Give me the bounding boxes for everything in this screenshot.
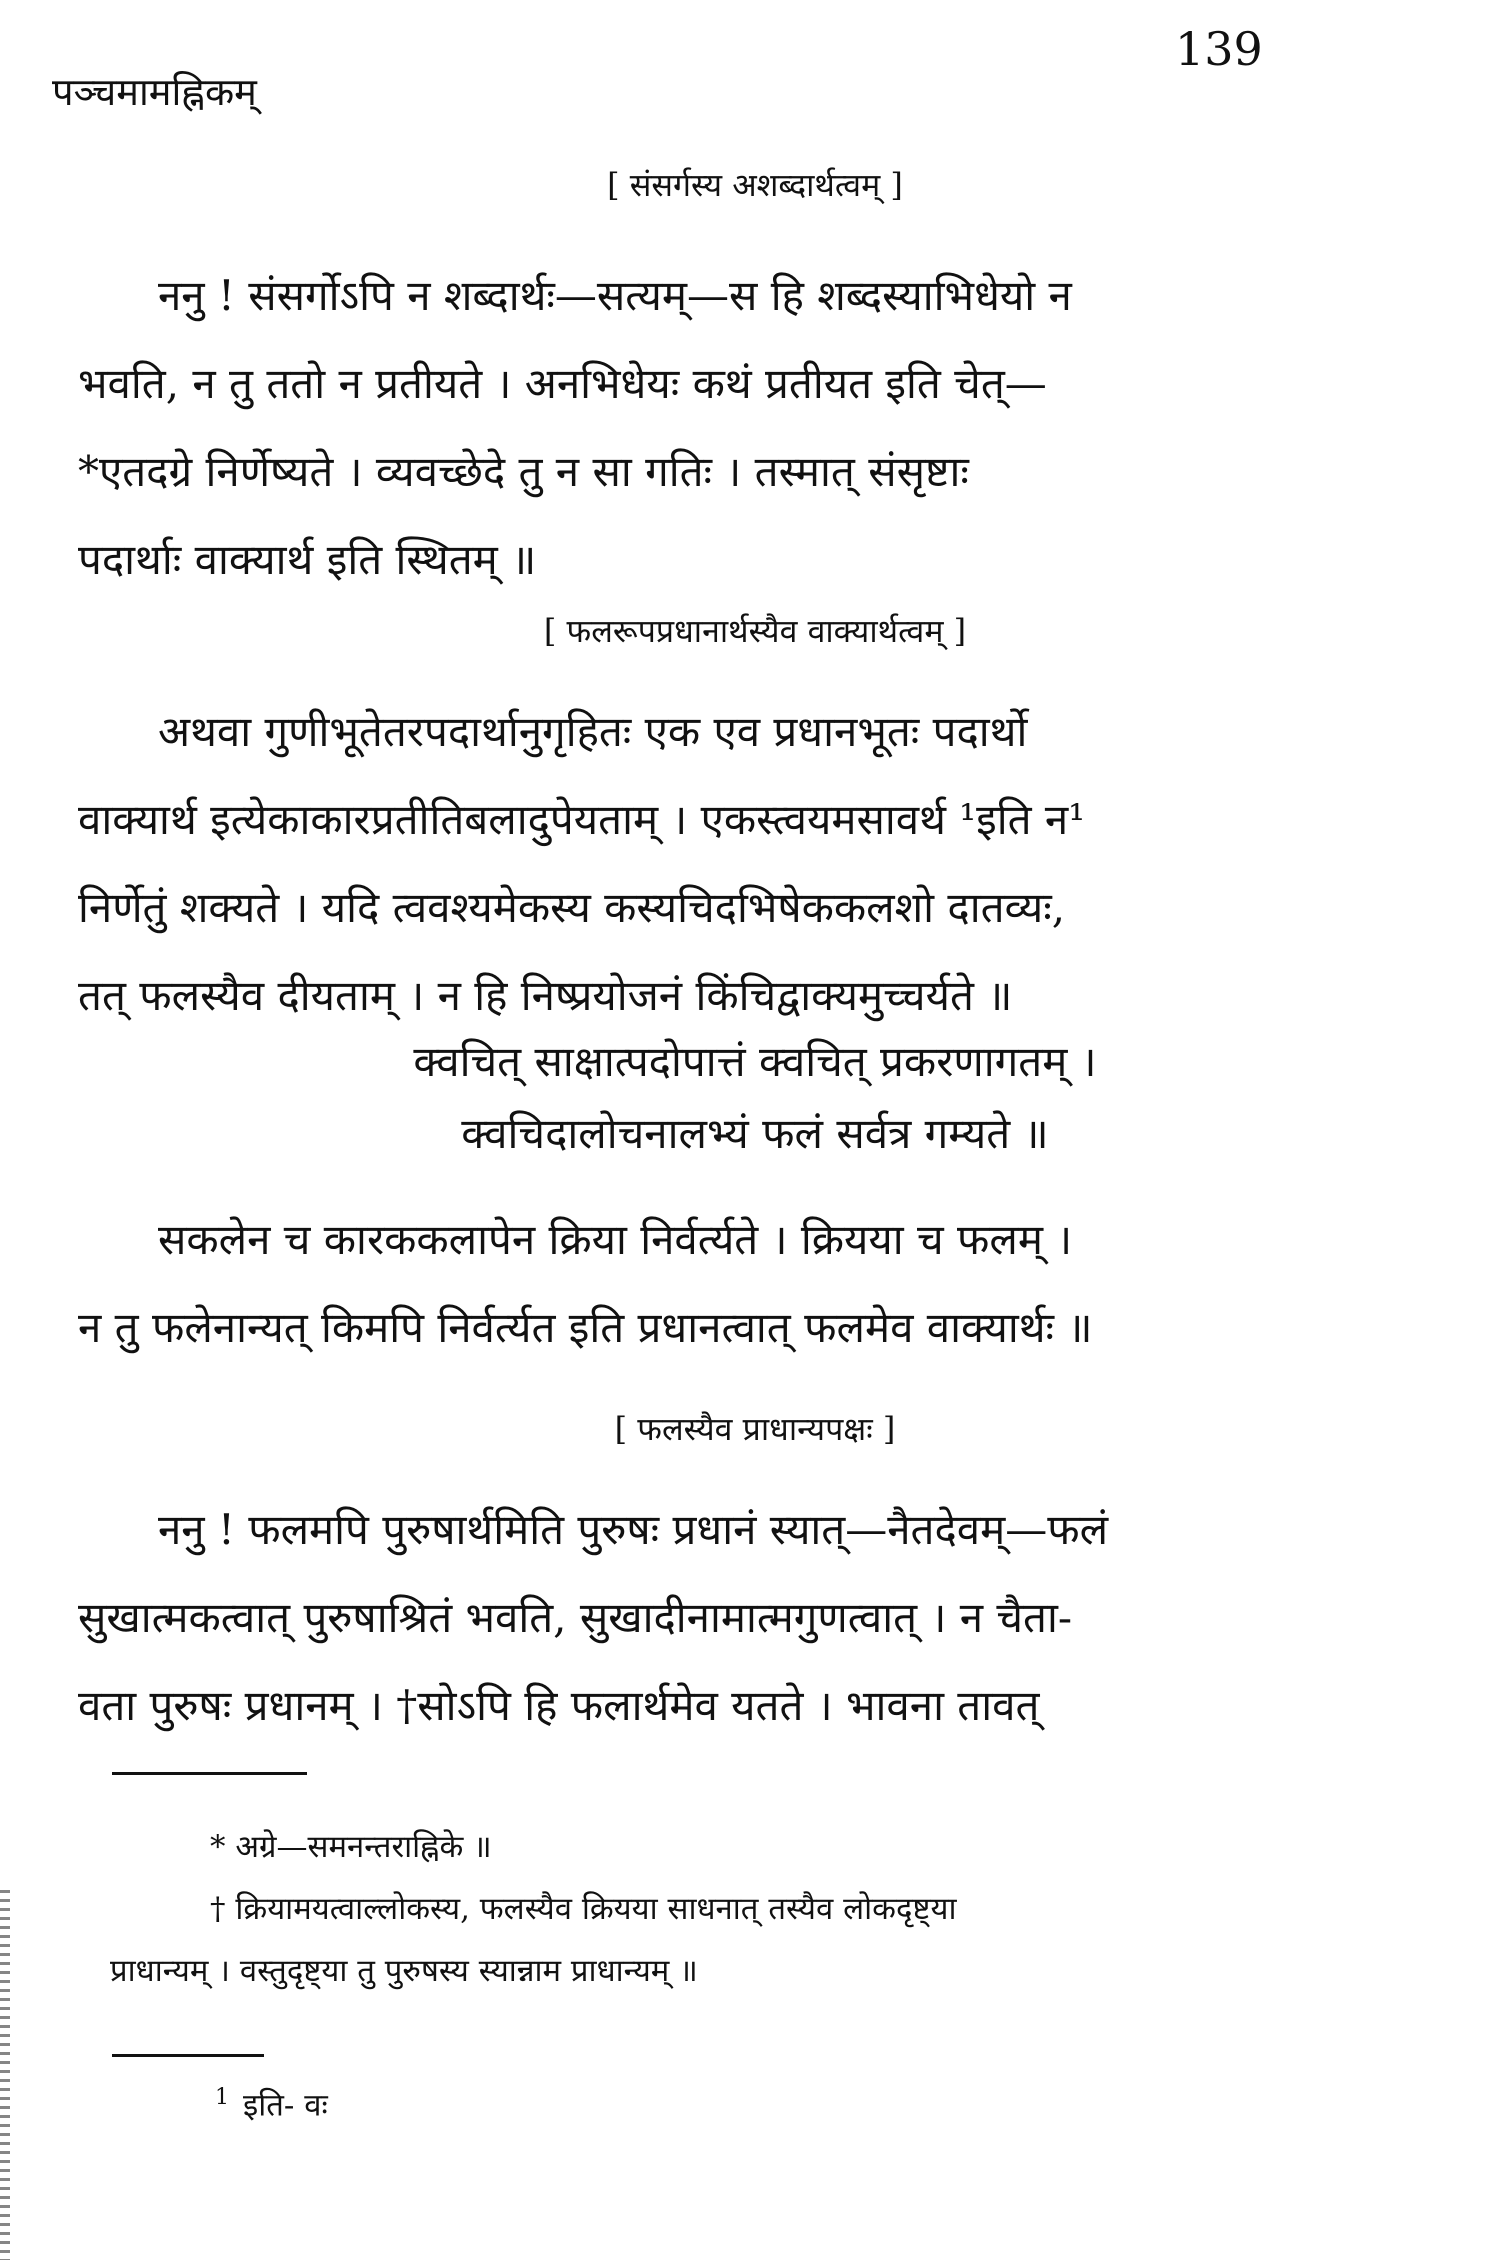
scan-edge-noise — [0, 1890, 10, 2260]
paragraph-line: अथवा गुणीभूतेतरपदार्थानुगृहितः एक एव प्रधानभूतः पदार्थो — [158, 707, 1028, 756]
variant-text: इति- वः — [243, 2087, 328, 2124]
verse-line: क्वचिदालोचनालभ्यं फलं सर्वत्र गम्यते ॥ — [461, 1109, 1049, 1158]
paragraph-line: तत् फलस्यैव दीयताम् । न हि निष्प्रयोजनं किंचिद्वाक्यमुच्चर्यते ॥ — [78, 971, 1013, 1020]
paragraph-1 — [78, 252, 1308, 604]
footnote-line: * अग्रे—समनन्तराह्निके ॥ — [210, 1829, 492, 1865]
page-number: 139 — [1175, 22, 1263, 76]
paragraph-line: भवति, न तु ततो न प्रतीयते । अनभिधेयः कथं प्रतीयत इति चेत्— — [78, 359, 1047, 408]
paragraph-line: ननु ! फलमपि पुरुषार्थमिति पुरुषः प्रधानं स्यात्—नैतदेवम्—फलं — [158, 1505, 1109, 1554]
variant-rule — [112, 2054, 264, 2057]
verse-line: क्वचित् साक्षात्पदोपात्तं क्वचित् प्रकरणागतम् । — [413, 1037, 1097, 1086]
paragraph-2 — [78, 688, 1308, 1040]
variant-marker: 1 — [215, 2085, 229, 2110]
section-heading-3: [ फलस्यैव प्राधान्यपक्षः ] — [614, 1410, 896, 1448]
running-head: पञ्चमामह्निकम् — [52, 70, 257, 114]
paragraph-line: सकलेन च कारककलापेन क्रिया निर्वर्त्यते । क्रियया च फलम् । — [158, 1215, 1073, 1264]
footnote-line: † क्रियामयत्वाल्लोकस्य, फलस्यैव क्रियया साधनात् तस्यैव लोकदृष्ट्या — [210, 1891, 957, 1927]
paragraph-line: *एतदग्रे निर्णेष्यते । व्यवच्छेदे तु न सा गतिः । तस्मात् संसृष्टाः — [78, 447, 969, 496]
paragraph-4 — [78, 1486, 1308, 1750]
paragraph-line: निर्णेतुं शक्यते । यदि त्ववश्यमेकस्य कस्यचिदभिषेककलशो दातव्यः, — [78, 883, 1066, 932]
paragraph-3 — [78, 1196, 1308, 1372]
section-heading-1: [ संसर्गस्य अशब्दार्थत्वम् ] — [607, 166, 903, 204]
paragraph-line: वता पुरुषः प्रधानम् । †सोऽपि हि फलार्थमेव यतते । भावना तावत् — [78, 1681, 1040, 1730]
footnotes — [110, 1816, 1320, 2002]
paragraph-line: ननु ! संसर्गोऽपि न शब्दार्थः—सत्यम्—स हि शब्दस्याभिधेयो न — [158, 271, 1072, 320]
section-heading-2: [ फलरूपप्रधानार्थस्यैव वाक्यार्थत्वम् ] — [543, 612, 967, 650]
paragraph-line: वाक्यार्थ इत्येकाकारप्रतीतिबलादुपेयताम् । एकस्त्वयमसावर्थ ¹इति न¹ — [78, 795, 1086, 844]
variant-note — [215, 2085, 328, 2125]
paragraph-line: पदार्थाः वाक्यार्थ इति स्थितम् ॥ — [78, 535, 537, 584]
paragraph-line: न तु फलेनान्यत् किमपि निर्वर्त्यत इति प्रधानत्वात् फलमेव वाक्यार्थः ॥ — [78, 1303, 1093, 1352]
footnote-rule — [112, 1772, 307, 1775]
footnote-line: प्राधान्यम् । वस्तुदृष्ट्या तु पुरुषस्य स्यान्नाम प्राधान्यम् ॥ — [110, 1953, 698, 1989]
verse-block — [0, 1026, 1510, 1170]
paragraph-line: सुखात्मकत्वात् पुरुषाश्रितं भवति, सुखादीनामात्मगुणत्वात् । न चैता- — [78, 1593, 1073, 1642]
